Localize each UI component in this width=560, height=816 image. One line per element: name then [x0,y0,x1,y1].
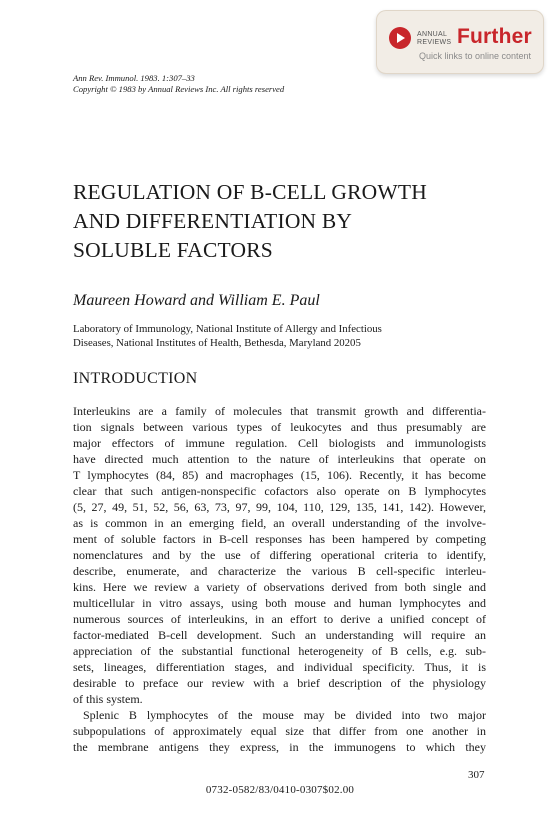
title-line: SOLUBLE FACTORS [73,238,273,262]
body-line: ment of soluble factors in B-cell responses has been hampered by competing [73,532,486,546]
citation-line: Ann Rev. Immunol. 1983. 1:307–33 [73,73,195,83]
body-line: clear that such antigen-nonspecific cofactors also operate on B lymphocytes [73,484,486,498]
author-affiliation [73,322,382,350]
affiliation-line: Laboratory of Immunology, National Institute of Allergy and Infectious [73,323,382,335]
body-line: subpopulations of approximately equal size that differ from one another in [73,724,486,738]
body-line: (5, 27, 49, 51, 52, 56, 63, 73, 97, 99, 104, 110, 129, 135, 141, 142). However, [73,500,486,514]
body-line: numerous sources of interleukins, in an effort to derive a unified concept of [73,612,486,626]
title-line: REGULATION OF B-CELL GROWTH [73,180,427,204]
further-subtitle: Quick links to online content [419,51,532,61]
body-line: describe, enumerate, and characterize the various B cell-specific interleu- [73,564,486,578]
body-line: as is common in an emerging field, an overall understanding of the involve- [73,516,486,530]
copyright-line: Copyright © 1983 by Annual Reviews Inc. All rights reserved [73,84,285,94]
article-authors: Maureen Howard and William E. Paul [73,292,320,309]
title-line: AND DIFFERENTIATION BY [73,209,353,233]
body-line: nomenclatures and by the use of differing operational criteria to identify, [73,548,486,562]
body-line: have directed much attention to the nature of interleukins that operate on [73,452,486,466]
body-line: sets, lineages, differentiation stages, and individual specificity. Thus, it is [73,660,486,674]
body-line: of this system. [73,692,143,706]
body-line: desirable to preface our review with a brief description of the physiology [73,676,486,690]
page-number: 307 [468,769,485,781]
body-line: the membrane antigens they express, in the immunogens to which they [73,740,486,754]
body-line: tion signals between various types of leukocytes and thus presumably are [73,420,486,434]
body-line: Splenic B lymphocytes of the mouse may be divided into two major [83,708,486,722]
further-badge[interactable] [376,10,544,74]
body-line: T lymphocytes (84, 85) and macrophages (15, 106). Recently, it has become [73,468,486,482]
annual-reviews-logo-icon [389,27,411,49]
annual-reviews-label: ANNUAL REVIEWS [417,31,452,46]
body-line: Interleukins are a family of molecules that transmit growth and differentia- [73,404,486,418]
affiliation-line: Diseases, National Institutes of Health, Bethesda, Maryland 20205 [73,337,361,349]
body-line: multicellular in vitro assays, using both mouse and human lymphocytes and [73,596,486,610]
further-label: Further [457,25,532,48]
footer-code: 0732-0582/83/0410-0307$02.00 [205,784,355,796]
section-heading: INTRODUCTION [73,370,198,387]
article-title [73,178,513,265]
journal-citation [73,73,284,95]
body-text [73,403,486,755]
body-line: appreciation of the substantial functional heterogeneity of B cells, e.g. sub- [73,644,486,658]
body-line: kins. Here we review a variety of observations derived from both single and [73,580,486,594]
body-line: factor-mediated B-cell development. Such an understanding will require an [73,628,486,642]
body-line: major effectors of immune regulation. Cell biologists and immunologists [73,436,486,450]
